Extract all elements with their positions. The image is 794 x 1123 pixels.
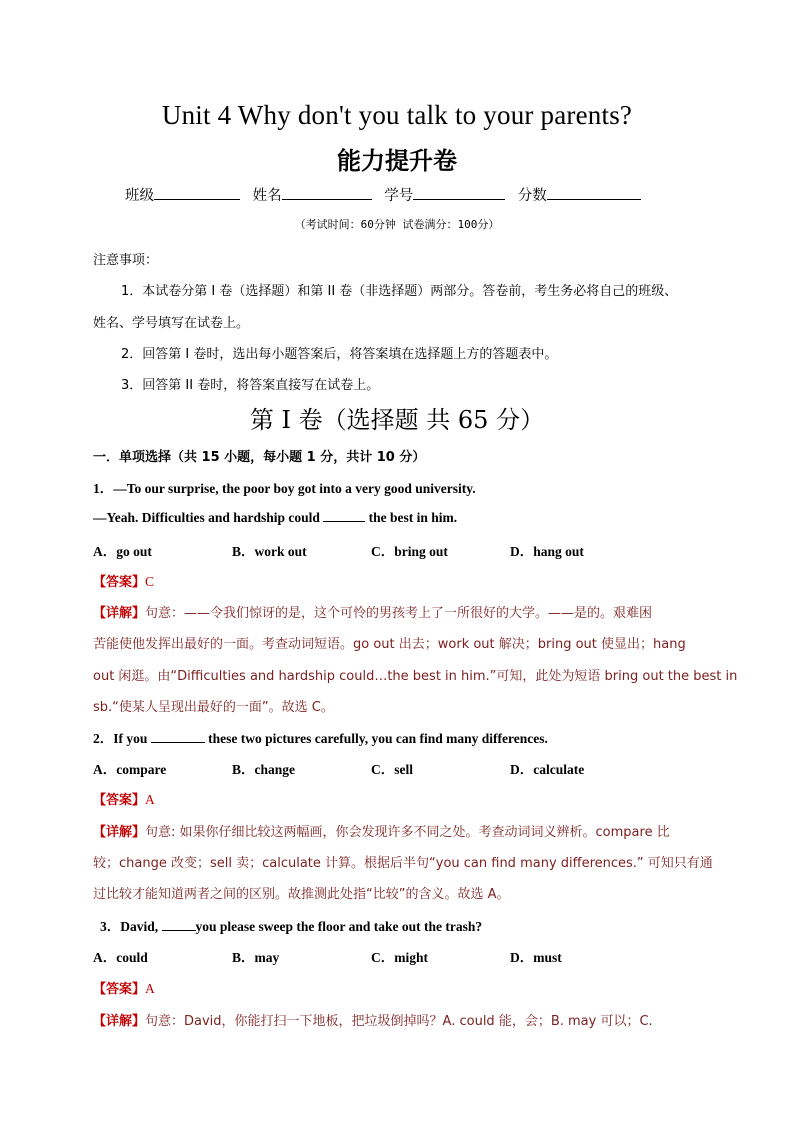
q2-answer-label: 【答案】 <box>93 793 146 808</box>
q2-option-c: C．sell <box>371 762 413 777</box>
q1-stem-b-post: the best in him. <box>368 510 458 525</box>
q1-option-a: A．go out <box>93 544 152 559</box>
note-1a: 1．本试卷分第 I 卷（选择题）和第 II 卷（非选择题）两部分。答卷前，考生务必将自己的班级、 <box>121 284 678 299</box>
q1-option-c: C．bring out <box>371 544 448 559</box>
q2-detail-line-2: 较；change 改变；sell 卖；calculate 计算。根据后半句“you can find many differences.” 可知只有通 <box>93 856 713 871</box>
score-label: 分数 <box>517 188 547 204</box>
q1-answer-label: 【答案】 <box>93 575 146 590</box>
note-1b: 姓名、学号填写在试卷上。 <box>93 316 250 331</box>
exam-info: （考试时间：60分钟 试卷满分：100分） <box>294 218 500 231</box>
q3-option-a: A．could <box>93 950 148 965</box>
q1-stem-b-pre: —Yeah. Difficulties and hardship could <box>93 510 320 525</box>
score-blank[interactable] <box>547 185 641 200</box>
q2-detail-label: 【详解】 <box>93 825 146 840</box>
q1-detail-label: 【详解】 <box>93 606 146 621</box>
q3-detail-line-1 <box>93 1010 653 1029</box>
q3-answer-value: A <box>145 981 155 996</box>
q2-blank <box>151 730 205 743</box>
page-subtitle: 能力提升卷 <box>337 147 457 175</box>
q3-stem <box>100 915 482 935</box>
q2-stem <box>93 727 548 747</box>
q3-detail-label: 【详解】 <box>93 1014 146 1029</box>
q1-option-d: D．hang out <box>510 544 584 559</box>
q3-option-d: D．must <box>510 950 562 965</box>
q2-stem-post: these two pictures carefully, you can find many differences. <box>208 731 548 746</box>
q1-detail-line-2: 苦能使他发挥出最好的一面。考查动词短语。go out 出去；work out 解决；bring out 使显出；hang <box>93 637 686 652</box>
name-blank[interactable] <box>282 185 372 200</box>
q3-detail-text-1: 句意：David，你能打扫一下地板，把垃圾倒掉吗？A. could 能，会；B. may 可以；C. <box>145 1014 653 1029</box>
q2-answer-value: A <box>145 792 155 807</box>
q2-detail-text-1: 句意: 如果你仔细比较这两幅画，你会发现许多不同之处。考查动词词义辨析。compare 比 <box>145 825 670 840</box>
q3-answer-label: 【答案】 <box>93 982 146 997</box>
q1-blank <box>323 509 365 522</box>
q1-stem-a: 1．—To our surprise, the poor boy got into a very good university. <box>93 481 476 496</box>
class-label: 班级 <box>125 188 154 204</box>
q1-detail-text-1: 句意：——令我们惊讶的是，这个可怜的男孩考上了一所很好的大学。——是的。艰难困 <box>145 606 653 621</box>
q2-option-d: D．calculate <box>510 762 585 777</box>
q2-detail-line-3: 过比较才能知道两者之间的区别。故推测此处指“比较”的含义。故选 A。 <box>93 887 510 902</box>
q1-answer-value: C <box>145 574 155 589</box>
note-2: 2．回答第 I 卷时，选出每小题答案后，将答案填在选择题上方的答题表中。 <box>121 347 558 362</box>
notes-heading: 注意事项： <box>93 253 159 268</box>
q3-blank <box>162 918 196 931</box>
q2-answer <box>93 789 155 808</box>
id-blank[interactable] <box>413 185 505 200</box>
q2-option-b: B．change <box>232 762 296 777</box>
q1-detail-line-4: sb.“使某人呈现出最好的一面”。故选 C。 <box>93 700 334 715</box>
student-info-fields <box>125 184 649 205</box>
page-title: Unit 4 Why don't you talk to your parents? <box>161 100 633 130</box>
q3-stem-post: you please sweep the floor and take out the trash? <box>195 919 483 934</box>
q1-option-b: B．work out <box>232 544 307 559</box>
q1-stem-b <box>93 509 457 526</box>
section-title: 第 I 卷（选择题 共 65 分） <box>249 406 545 434</box>
q2-stem-pre: 2．If you <box>93 731 148 746</box>
q3-option-c: C．might <box>371 950 428 965</box>
q3-option-b: B．may <box>232 950 280 965</box>
q1-answer <box>93 571 154 590</box>
q3-answer <box>93 978 155 997</box>
q2-option-a: A．compare <box>93 762 167 777</box>
q2-detail-line-1 <box>93 821 670 840</box>
q3-stem-pre: 3．David, <box>100 919 159 934</box>
id-label: 学号 <box>384 188 414 204</box>
q1-detail-line-3: out 闲逛。由“Difficulties and hardship could…the best in him.”可知，此处为短语 bring out the best in <box>93 669 738 684</box>
part-heading: 一．单项选择（共 15 小题，每小题 1 分，共计 10 分） <box>93 450 426 465</box>
name-label: 姓名 <box>252 188 282 204</box>
class-blank[interactable] <box>154 185 240 200</box>
q1-detail-line-1 <box>93 602 652 621</box>
note-3: 3．回答第 II 卷时，将答案直接写在试卷上。 <box>121 378 380 393</box>
